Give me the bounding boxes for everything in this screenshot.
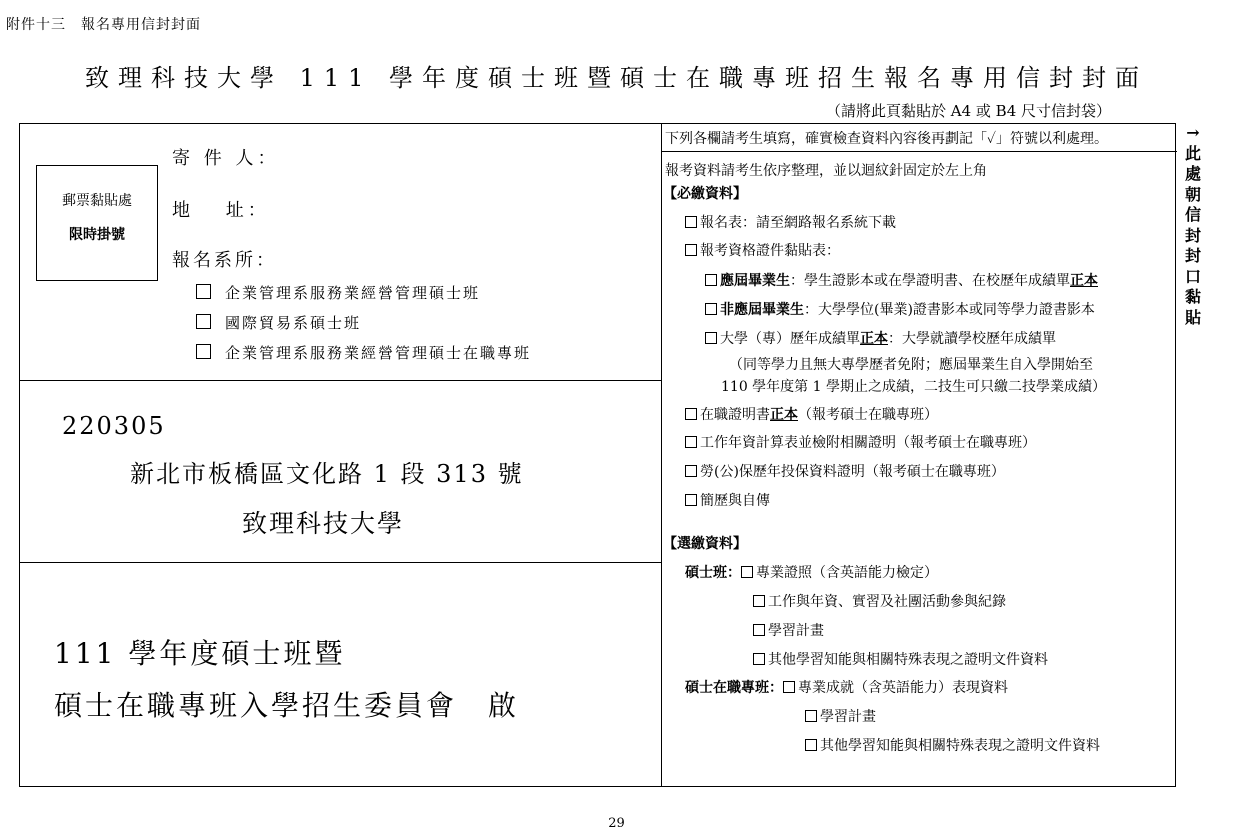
checkbox[interactable] bbox=[685, 465, 697, 477]
divider bbox=[20, 380, 661, 381]
checkbox[interactable] bbox=[685, 436, 697, 448]
required-item[interactable]: 報考資格證件黏貼表： bbox=[685, 240, 840, 260]
address-label: 地 址： bbox=[172, 200, 270, 221]
flap-side-note: →此處朝信封封口黏貼 bbox=[1184, 123, 1201, 327]
checkbox[interactable] bbox=[705, 303, 717, 315]
page-number: 29 bbox=[608, 816, 625, 831]
optional-item[interactable]: 碩士在職專班： 專業成就（含英語能力）表現資料 bbox=[685, 680, 1008, 696]
optional-title: 【選繳資料】 bbox=[663, 536, 747, 552]
dept-label: 報名系所： bbox=[172, 250, 277, 271]
checklist-panel bbox=[661, 124, 1177, 786]
page-title: 致理科技大學 111 學年度碩士班暨碩士在職專班招生報名專用信封封面 bbox=[84, 64, 1149, 92]
emba-label: 碩士在職專班： bbox=[685, 680, 783, 696]
required-item[interactable]: 勞(公)保歷年投保資料證明（報考碩士在職專班） bbox=[685, 461, 1005, 481]
checkbox[interactable] bbox=[783, 681, 795, 693]
paste-note: （請將此頁黏貼於 A4 或 B4 尺寸信封袋） bbox=[826, 102, 1112, 120]
sub-item[interactable]: 應屆畢業生：學生證影本或在學證明書、在校歷年成績單正本 bbox=[705, 270, 1098, 290]
postal-code: 220305 bbox=[62, 412, 166, 440]
required-title: 【必繳資料】 bbox=[663, 186, 747, 202]
recipient-line-2: 碩士在職專班入學招生委員會 啟 bbox=[54, 689, 520, 722]
divider bbox=[20, 562, 661, 563]
checkbox[interactable] bbox=[805, 710, 817, 722]
recipient-line-1: 111 學年度碩士班暨 bbox=[54, 637, 346, 670]
dept-option[interactable]: 企業管理系服務業經營管理碩士在職專班 bbox=[196, 342, 531, 363]
attachment-label: 附件十三 報名專用信封封面 bbox=[6, 17, 201, 33]
checkbox[interactable] bbox=[196, 284, 211, 299]
optional-item[interactable]: 工作與年資、實習及社團活動參與紀錄 bbox=[753, 591, 1006, 611]
optional-item[interactable]: 碩士班： 專業證照（含英語能力檢定） bbox=[685, 565, 938, 581]
checkbox[interactable] bbox=[705, 332, 717, 344]
checklist-intro: 報考資料請考生依序整理，並以迴紋針固定於左上角 bbox=[665, 163, 987, 179]
stamp-label: 郵票黏貼處 bbox=[62, 193, 132, 209]
optional-item[interactable]: 其他學習知能與相關特殊表現之證明文件資料 bbox=[753, 649, 1048, 669]
dept-option[interactable]: 企業管理系服務業經營管理碩士班 bbox=[196, 282, 480, 303]
checkbox[interactable] bbox=[196, 344, 211, 359]
required-item[interactable]: 工作年資計算表並檢附相關證明（報考碩士在職專班） bbox=[685, 432, 1036, 452]
school-name: 致理科技大學 bbox=[242, 509, 405, 538]
checkbox[interactable] bbox=[685, 408, 697, 420]
envelope-cover bbox=[19, 123, 1176, 787]
checkbox[interactable] bbox=[196, 314, 211, 329]
checkbox[interactable] bbox=[685, 244, 697, 256]
checkbox[interactable] bbox=[705, 274, 717, 286]
required-item[interactable]: 在職證明書正本（報考碩士在職專班） bbox=[685, 404, 938, 424]
school-address: 新北市板橋區文化路 1 段 313 號 bbox=[130, 460, 524, 488]
sub-item[interactable]: 大學（專）歷年成績單正本：大學就讀學校歷年成績單 bbox=[705, 328, 1056, 348]
sub-item-note: 110 學年度第 1 學期止之成績，二技生可只繳二技學業成績） bbox=[721, 379, 1106, 395]
sender-label: 寄 件 人： bbox=[172, 148, 280, 169]
checkbox[interactable] bbox=[753, 653, 765, 665]
dept-option[interactable]: 國際貿易系碩士班 bbox=[196, 312, 361, 333]
checkbox[interactable] bbox=[685, 494, 697, 506]
left-column bbox=[20, 124, 662, 786]
optional-item[interactable]: 學習計畫 bbox=[753, 620, 824, 640]
sub-item[interactable]: 非應屆畢業生：大學學位(畢業)證書影本或同等學力證書影本 bbox=[705, 299, 1095, 319]
sub-item-note: （同等學力且無大專學歷者免附；應屆畢業生自入學開始至 bbox=[729, 357, 1093, 373]
checkbox[interactable] bbox=[805, 739, 817, 751]
checkbox[interactable] bbox=[753, 624, 765, 636]
checklist-header: 下列各欄請考生填寫，確實檢查資料內容後再劃記「✓」符號以利處理。 bbox=[661, 124, 1177, 152]
checkbox[interactable] bbox=[741, 566, 753, 578]
masters-label: 碩士班： bbox=[685, 565, 741, 581]
stamp-box bbox=[36, 165, 158, 281]
checkbox[interactable] bbox=[685, 216, 697, 228]
optional-item[interactable]: 其他學習知能與相關特殊表現之證明文件資料 bbox=[805, 735, 1100, 755]
required-item[interactable]: 報名表：請至網路報名系統下載 bbox=[685, 212, 896, 232]
optional-item[interactable]: 學習計畫 bbox=[805, 706, 876, 726]
checkbox[interactable] bbox=[753, 595, 765, 607]
required-item[interactable]: 簡歷與自傳 bbox=[685, 490, 770, 510]
registered-mail-label: 限時掛號 bbox=[69, 227, 125, 243]
